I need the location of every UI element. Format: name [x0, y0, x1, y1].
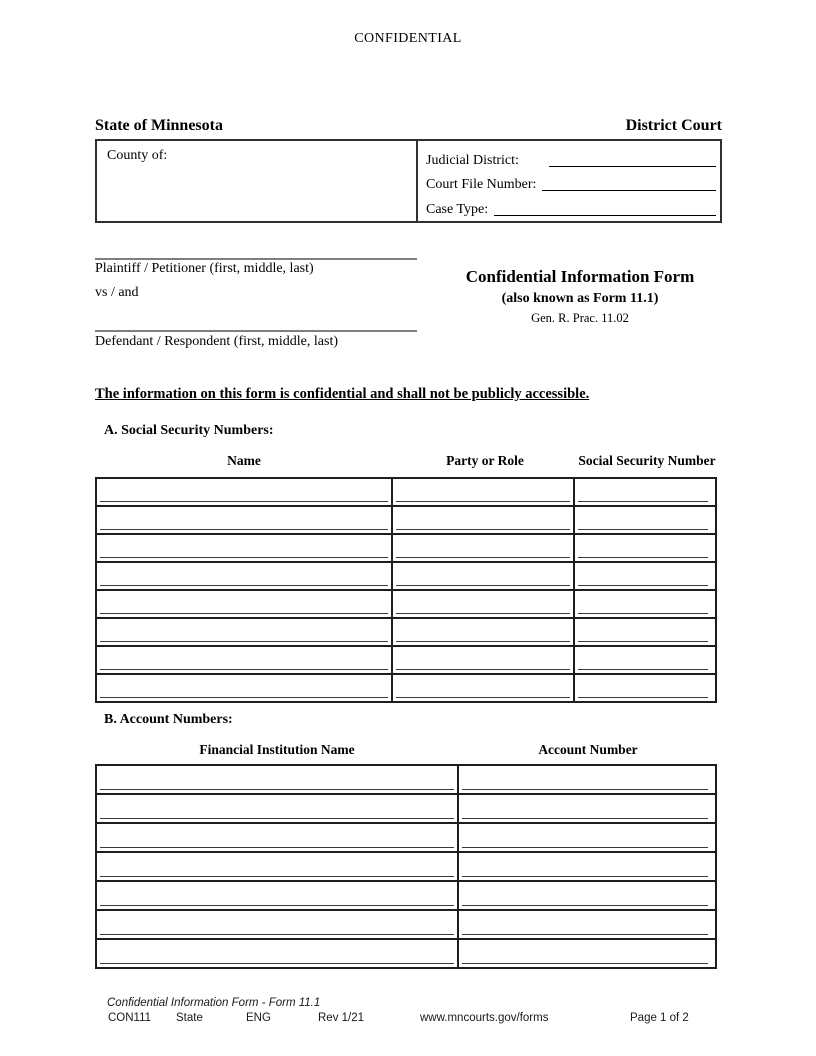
fill-in-line[interactable] [396, 641, 570, 642]
fill-in-line[interactable] [100, 905, 454, 906]
table-cell [97, 591, 393, 617]
table-row [97, 824, 715, 853]
district-court-label: District Court [625, 117, 722, 134]
table-row [97, 853, 715, 882]
table-row [97, 535, 715, 563]
table-row [97, 940, 715, 967]
column-header-account-number: Account Number [538, 742, 638, 757]
form-subtitle: (also known as Form 11.1) [501, 291, 659, 306]
court-file-number-label: Court File Number: [426, 177, 537, 193]
table-row [97, 795, 715, 824]
table-cell [97, 507, 393, 533]
fill-in-line[interactable] [578, 501, 708, 502]
table-cell [393, 507, 575, 533]
fill-in-line[interactable] [100, 847, 454, 848]
footer-website: www.mncourts.gov/forms [420, 1012, 549, 1024]
footer-form-name: Confidential Information Form - Form 11.1 [107, 997, 321, 1009]
table-cell [393, 479, 575, 505]
judicial-district-label: Judicial District: [426, 152, 519, 168]
case-type-row [426, 193, 716, 218]
table-cell [459, 940, 711, 967]
footer-form-code: CON111 [108, 1012, 152, 1024]
case-type-label: Case Type: [426, 202, 489, 218]
fill-in-line[interactable] [100, 669, 388, 670]
table-cell [97, 675, 393, 701]
table-cell [97, 619, 393, 645]
table-cell [575, 591, 711, 617]
table-cell [393, 535, 575, 561]
table-cell [97, 940, 459, 967]
table-row [97, 563, 715, 591]
table-cell [393, 563, 575, 589]
fill-in-line[interactable] [578, 697, 708, 698]
table-row [97, 766, 715, 795]
footer-language: ENG [246, 1012, 271, 1024]
table-cell [97, 824, 459, 851]
table-cell [575, 619, 711, 645]
table-cell [575, 507, 711, 533]
fill-in-line[interactable] [396, 613, 570, 614]
table-cell [575, 675, 711, 701]
table-cell [459, 824, 711, 851]
fill-in-line[interactable] [396, 669, 570, 670]
section-b-column-headers [95, 742, 717, 758]
table-row [97, 647, 715, 675]
column-header-party-or-role: Party or Role [446, 453, 524, 468]
state-label: State of Minnesota [95, 117, 223, 134]
table-cell [575, 535, 711, 561]
table-row [97, 882, 715, 911]
case-header-box [95, 139, 722, 223]
fill-in-line[interactable] [578, 641, 708, 642]
table-cell [97, 853, 459, 880]
column-header-ssn: Social Security Number [578, 453, 716, 468]
ssn-table [95, 477, 717, 703]
fill-in-line[interactable] [578, 669, 708, 670]
fill-in-line[interactable] [462, 818, 708, 819]
rule-citation: Gen. R. Prac. 11.02 [531, 311, 629, 325]
fill-in-line[interactable] [100, 529, 388, 530]
fill-in-line[interactable] [396, 501, 570, 502]
fill-in-line[interactable] [396, 697, 570, 698]
fill-in-line[interactable] [100, 963, 454, 964]
confidential-banner: CONFIDENTIAL [354, 31, 462, 46]
table-cell [97, 563, 393, 589]
table-row [97, 507, 715, 535]
confidentiality-statement: The information on this form is confidential and shall not be publicly accessible. [95, 386, 590, 402]
table-cell [97, 766, 459, 793]
defendant-label: Defendant / Respondent (first, middle, last) [95, 334, 338, 349]
fill-in-line[interactable] [100, 585, 388, 586]
county-of-label: County of: [107, 148, 168, 163]
form-title: Confidential Information Form [465, 267, 695, 286]
section-a-column-headers [95, 453, 717, 469]
fill-in-line[interactable] [462, 789, 708, 790]
table-cell [393, 647, 575, 673]
table-row [97, 479, 715, 507]
fill-in-line[interactable] [100, 934, 454, 935]
footer-page-number: Page 1 of 2 [630, 1012, 689, 1024]
table-cell [393, 591, 575, 617]
table-row [97, 675, 715, 701]
fill-in-line[interactable] [578, 529, 708, 530]
table-cell [393, 619, 575, 645]
table-cell [459, 911, 711, 938]
judicial-district-field[interactable] [549, 151, 716, 167]
table-cell [97, 911, 459, 938]
vs-and-label: vs / and [95, 285, 139, 300]
table-row [97, 591, 715, 619]
fill-in-line[interactable] [100, 697, 388, 698]
court-file-number-field[interactable] [542, 175, 716, 191]
fill-in-line[interactable] [100, 818, 454, 819]
section-b-title: B. Account Numbers: [104, 712, 233, 727]
fill-in-line[interactable] [100, 557, 388, 558]
account-table [95, 764, 717, 969]
table-cell [575, 479, 711, 505]
judicial-district-row [426, 144, 716, 169]
fill-in-line[interactable] [578, 585, 708, 586]
fill-in-line[interactable] [396, 557, 570, 558]
fill-in-line[interactable] [100, 876, 454, 877]
fill-in-line[interactable] [100, 613, 388, 614]
table-cell [97, 479, 393, 505]
table-cell [459, 766, 711, 793]
footer-jurisdiction: State [176, 1012, 203, 1024]
table-cell [97, 535, 393, 561]
fill-in-line[interactable] [100, 501, 388, 502]
fill-in-line[interactable] [396, 529, 570, 530]
case-info-cell [418, 141, 720, 221]
fill-in-line[interactable] [100, 789, 454, 790]
defendant-name-field[interactable] [95, 330, 417, 332]
fill-in-line[interactable] [462, 963, 708, 964]
fill-in-line[interactable] [462, 876, 708, 877]
column-header-name: Name [227, 453, 261, 468]
county-cell [97, 141, 418, 221]
table-row [97, 911, 715, 940]
case-type-field[interactable] [494, 200, 716, 216]
form-title-block [437, 266, 723, 327]
fill-in-line[interactable] [462, 847, 708, 848]
fill-in-line[interactable] [396, 585, 570, 586]
plaintiff-name-field[interactable] [95, 258, 417, 260]
table-cell [575, 647, 711, 673]
fill-in-line[interactable] [462, 905, 708, 906]
table-cell [459, 882, 711, 909]
fill-in-line[interactable] [462, 934, 708, 935]
footer-revision: Rev 1/21 [318, 1012, 365, 1024]
table-cell [97, 647, 393, 673]
table-cell [459, 795, 711, 822]
section-a-title: A. Social Security Numbers: [104, 423, 274, 438]
fill-in-line[interactable] [578, 557, 708, 558]
table-cell [575, 563, 711, 589]
plaintiff-label: Plaintiff / Petitioner (first, middle, last) [95, 261, 314, 276]
table-cell [97, 795, 459, 822]
fill-in-line[interactable] [100, 641, 388, 642]
court-file-number-row [426, 169, 716, 194]
table-row [97, 619, 715, 647]
column-header-financial-institution: Financial Institution Name [199, 742, 355, 757]
table-cell [393, 675, 575, 701]
court-caption-line [95, 117, 722, 135]
table-cell [97, 882, 459, 909]
fill-in-line[interactable] [578, 613, 708, 614]
table-cell [459, 853, 711, 880]
